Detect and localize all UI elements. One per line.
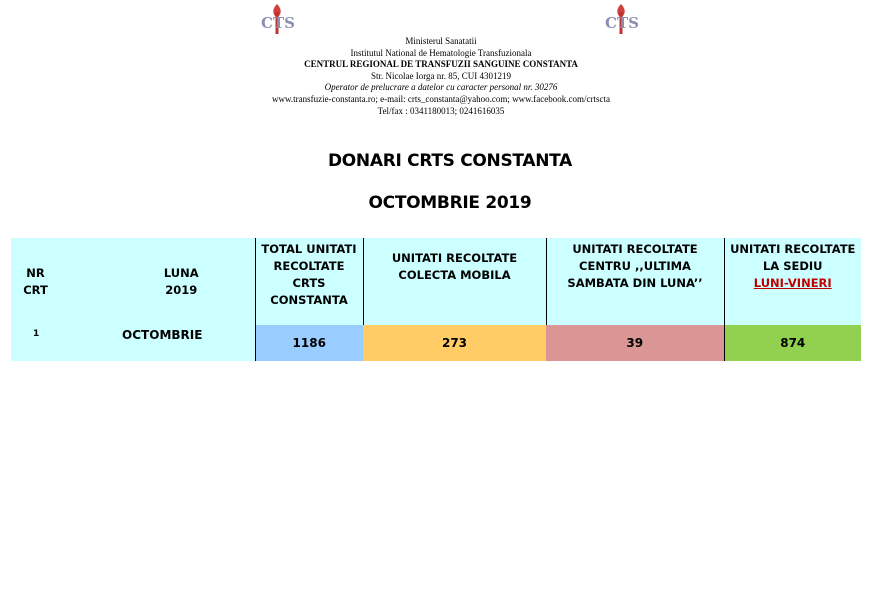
header-total [255,238,363,325]
letterhead-ministry: Ministerul Sanatatii [405,36,477,46]
page-title: DONARI CRTS CONSTANTA [327,151,573,171]
header-centru-line2: CENTRU ,,ULTIMA [579,259,691,273]
letterhead-address: Str. Nicolae Iorga nr. 85, CUI 4301219 [370,70,512,81]
table-header-row [11,238,861,325]
logo-right-text: CTS [605,14,639,32]
header-mobila-line2: COLECTA MOBILA [398,268,511,282]
row-total: 1186 [255,325,363,361]
header-luna [60,238,255,325]
header-total-line3: CRTS [292,276,326,290]
page-subtitle: OCTOMBRIE 2019 [368,193,532,213]
letterhead-phone: Tel/fax : 0341180013; 0241616035 [377,105,505,116]
header-luna-line2: 2019 [165,282,198,297]
letterhead-center: CENTRUL REGIONAL DE TRANSFUZII SANGUINE CONSTANTA [304,59,578,70]
table-row [11,325,861,361]
row-sediu: 874 [724,325,861,361]
letterhead-institute: Institutul National de Hematologie Transfuzionala [350,47,532,58]
row-nr [11,325,60,361]
letterhead-web: www.transfuzie-constanta.ro; e-mail: crts_constanta@yahoo.com; www.facebook.com/crtscta [271,93,610,104]
header-nr-line1: NR [26,265,45,280]
logo-left-text: CTS [261,14,295,32]
header-mobila [363,238,546,325]
header-luna-line1: LUNA [163,265,199,280]
header-nr [11,238,60,325]
donations-table [11,238,861,361]
header-centru-line3: SAMBATA DIN LUNA’’ [567,276,703,290]
header-centru-line1: UNITATI RECOLTATE [572,242,698,256]
ministry-logo-left-icon [259,2,295,36]
header-total-line1: TOTAL UNITATI [261,242,357,256]
header-sediu [724,238,861,325]
row-centru: 39 [546,325,724,361]
header-total-line4: CONSTANTA [270,293,348,307]
header-sediu-line3: LUNI-VINERI [753,276,832,290]
ministry-logo-right-icon [603,2,639,36]
row-luna: OCTOMBRIE [60,325,255,361]
letterhead-operator: Operator de prelucrare a datelor cu caracter personal nr. 30276 [324,82,558,93]
header-sediu-line2: LA SEDIU [762,259,823,273]
header-mobila-line1: UNITATI RECOLTATE [391,251,518,265]
letterhead [0,36,882,117]
header-sediu-line1: UNITATI RECOLTATE [730,242,856,256]
header-nr-line2: CRT [23,282,48,297]
row-nr-value: 1 [33,329,40,339]
header-total-line2: RECOLTATE [273,259,345,273]
row-mobila: 273 [363,325,546,361]
header-centru [546,238,724,325]
